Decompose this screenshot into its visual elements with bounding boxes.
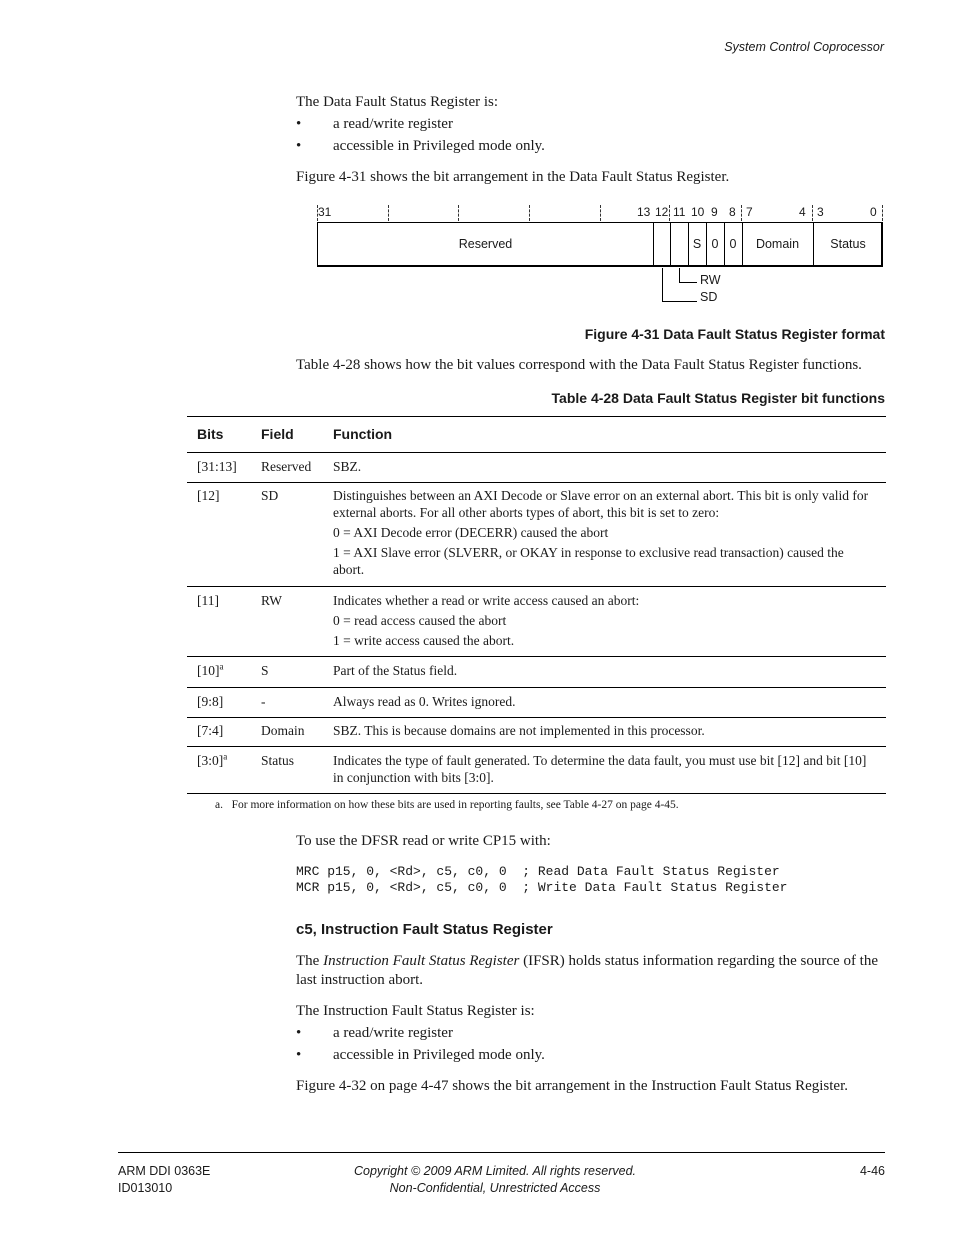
- bit-tick: [882, 205, 883, 221]
- bit-tick: [317, 205, 318, 221]
- leader-label-rw: RW: [700, 273, 721, 287]
- table-intro: Table 4-28 shows how the bit values correspond with the Data Fault Status Register functions.: [296, 357, 862, 373]
- bit-tick: [741, 205, 742, 221]
- table-rule: [187, 746, 886, 747]
- code-line-write: MCR p15, 0, <Rd>, c5, c0, 0 ; Write Data Fault Status Register: [296, 880, 788, 895]
- field-reserved: Reserved: [458, 237, 513, 251]
- cp15-intro: To use the DFSR read or write CP15 with:: [296, 833, 551, 849]
- table-footnote: [215, 799, 679, 811]
- footnote-marker: a: [223, 751, 228, 762]
- figure-reference: Figure 4-31 shows the bit arrangement in the Data Fault Status Register.: [296, 169, 730, 185]
- table-rule: [187, 416, 886, 417]
- ifsr-bullet-1: • a read/write register: [296, 1025, 453, 1041]
- cell-field: RW: [261, 593, 283, 608]
- bit-number-3: 3: [817, 205, 824, 219]
- footnote-marker: a: [219, 661, 224, 672]
- cell-bits: [9:8]: [197, 694, 224, 709]
- code-line-read: MRC p15, 0, <Rd>, c5, c0, 0 ; Read Data Fault Status Register: [296, 864, 780, 879]
- bullet-glyph: •: [296, 1025, 302, 1041]
- footer-rule: [118, 1152, 885, 1153]
- bit-tick: [388, 205, 389, 221]
- table-caption: Table 4-28 Data Fault Status Register bit functions: [551, 390, 885, 406]
- cell-function: Part of the Status field.: [333, 663, 458, 678]
- bit-number-10: 10: [691, 205, 705, 219]
- intro-paragraph: The Data Fault Status Register is:: [296, 94, 499, 110]
- bit-tick: [669, 205, 670, 221]
- table-rule: [187, 793, 886, 794]
- cell-bits: [7:4]: [197, 723, 224, 738]
- ifsr-description: The Instruction Fault Status Register (IFSR) holds status information regarding the source of the last instruction abort.: [296, 953, 879, 988]
- bit-number-31: 31: [318, 205, 332, 219]
- bit-number-13: 13: [637, 205, 651, 219]
- cell-field: Status: [261, 753, 295, 768]
- field-domain: Domain: [755, 237, 800, 251]
- footer-page-number: 4-46: [859, 1164, 885, 1178]
- bullet-glyph: •: [296, 138, 302, 154]
- cell-function: SBZ. This is because domains are not implemented in this processor.: [333, 723, 705, 738]
- ifsr-intro: The Instruction Fault Status Register is:: [296, 1003, 535, 1019]
- field-bit-9: 0: [711, 237, 719, 251]
- cell-field: Reserved: [261, 459, 312, 474]
- leader-line-sd: [662, 268, 697, 302]
- cell-bits: [11]: [197, 593, 219, 608]
- header-field: Field: [261, 426, 294, 442]
- table-rule: [187, 452, 886, 453]
- header-bits: Bits: [197, 426, 224, 442]
- bit-tick: [529, 205, 530, 221]
- bit-tick: [812, 205, 813, 221]
- bit-number-0: 0: [870, 205, 877, 219]
- ifsr-bullet-2: • accessible in Privileged mode only.: [296, 1047, 545, 1063]
- cell-bits: $[10]^a$: [197, 661, 224, 678]
- bit-tick: [600, 205, 601, 221]
- field-s: S: [692, 237, 702, 251]
- register-box: [317, 222, 883, 267]
- bit-number-9: 9: [711, 205, 718, 219]
- footnote-marker: a.: [215, 799, 223, 811]
- running-header: System Control Coprocessor: [724, 40, 884, 54]
- cell-function: Indicates the type of fault generated. To determine the data fault, you must use bit [12] and bit [10] in conjunction with bits [3:0].: [333, 753, 867, 785]
- field-bit-8: 0: [729, 237, 737, 251]
- bit-number-12: 12: [655, 205, 669, 219]
- section-heading: c5, Instruction Fault Status Register: [296, 921, 553, 938]
- cell-bits: [3:0]$^a$: [197, 751, 228, 768]
- cell-function: Distinguishes between an AXI Decode or Slave error on an external abort. This bit is only valid for external aborts. For all other aborts types of abort, this bit is set to zero: 0 = AXI Decode error (DECERR) caused the abort 1 = AXI Slave error (SLVERR, or OKAY in response to exclusive read transaction) caused the abort.: [333, 488, 869, 577]
- leader-label-sd: SD: [700, 290, 718, 304]
- bullet-glyph: •: [296, 116, 302, 132]
- cell-function: SBZ.: [333, 459, 362, 474]
- intro-bullet-1: • a read/write register: [296, 116, 453, 132]
- footnote-text: For more information on how these bits are used in reporting faults, see Table 4-27 on page 4-45.: [231, 799, 679, 811]
- ifsr-figure-reference: Figure 4-32 on page 4-47 shows the bit arrangement in the Instruction Fault Status Register.: [296, 1078, 848, 1094]
- cell-function: Always read as 0. Writes ignored.: [333, 694, 516, 709]
- figure-caption: Figure 4-31 Data Fault Status Register format: [584, 326, 885, 342]
- cell-field: -: [261, 694, 266, 709]
- cell-bits: [31:13]: [197, 459, 237, 474]
- cell-field: SD: [261, 488, 279, 503]
- footer-doc-id: ARM DDI 0363E ID013010: [118, 1164, 211, 1195]
- field-divider: [670, 223, 671, 266]
- bullet-glyph: •: [296, 1047, 302, 1063]
- bit-number-7: 7: [746, 205, 753, 219]
- bit-number-11: 11: [673, 205, 686, 219]
- table-rule: [187, 586, 886, 587]
- field-divider: [653, 223, 654, 266]
- cell-bits: [12]: [197, 488, 220, 503]
- table-rule: [187, 717, 886, 718]
- table-rule: [187, 687, 886, 688]
- field-status: Status: [830, 237, 866, 251]
- bit-tick: [458, 205, 459, 221]
- footer-copyright: Copyright © 2009 ARM Limited. All rights reserved. Non-Confidential, Unrestricted Access: [353, 1164, 636, 1195]
- intro-bullet-2: • accessible in Privileged mode only.: [296, 138, 545, 154]
- cell-function: Indicates whether a read or write access caused an abort: 0 = read access caused the abort 1 = write access caused the abort.: [333, 593, 640, 648]
- table-rule: [187, 482, 886, 483]
- bit-number-4: 4: [799, 205, 806, 219]
- cell-field: S: [261, 663, 269, 678]
- header-function: Function: [333, 426, 393, 442]
- table-rule: [187, 656, 886, 657]
- bit-number-8: 8: [729, 205, 736, 219]
- cell-field: Domain: [261, 723, 305, 738]
